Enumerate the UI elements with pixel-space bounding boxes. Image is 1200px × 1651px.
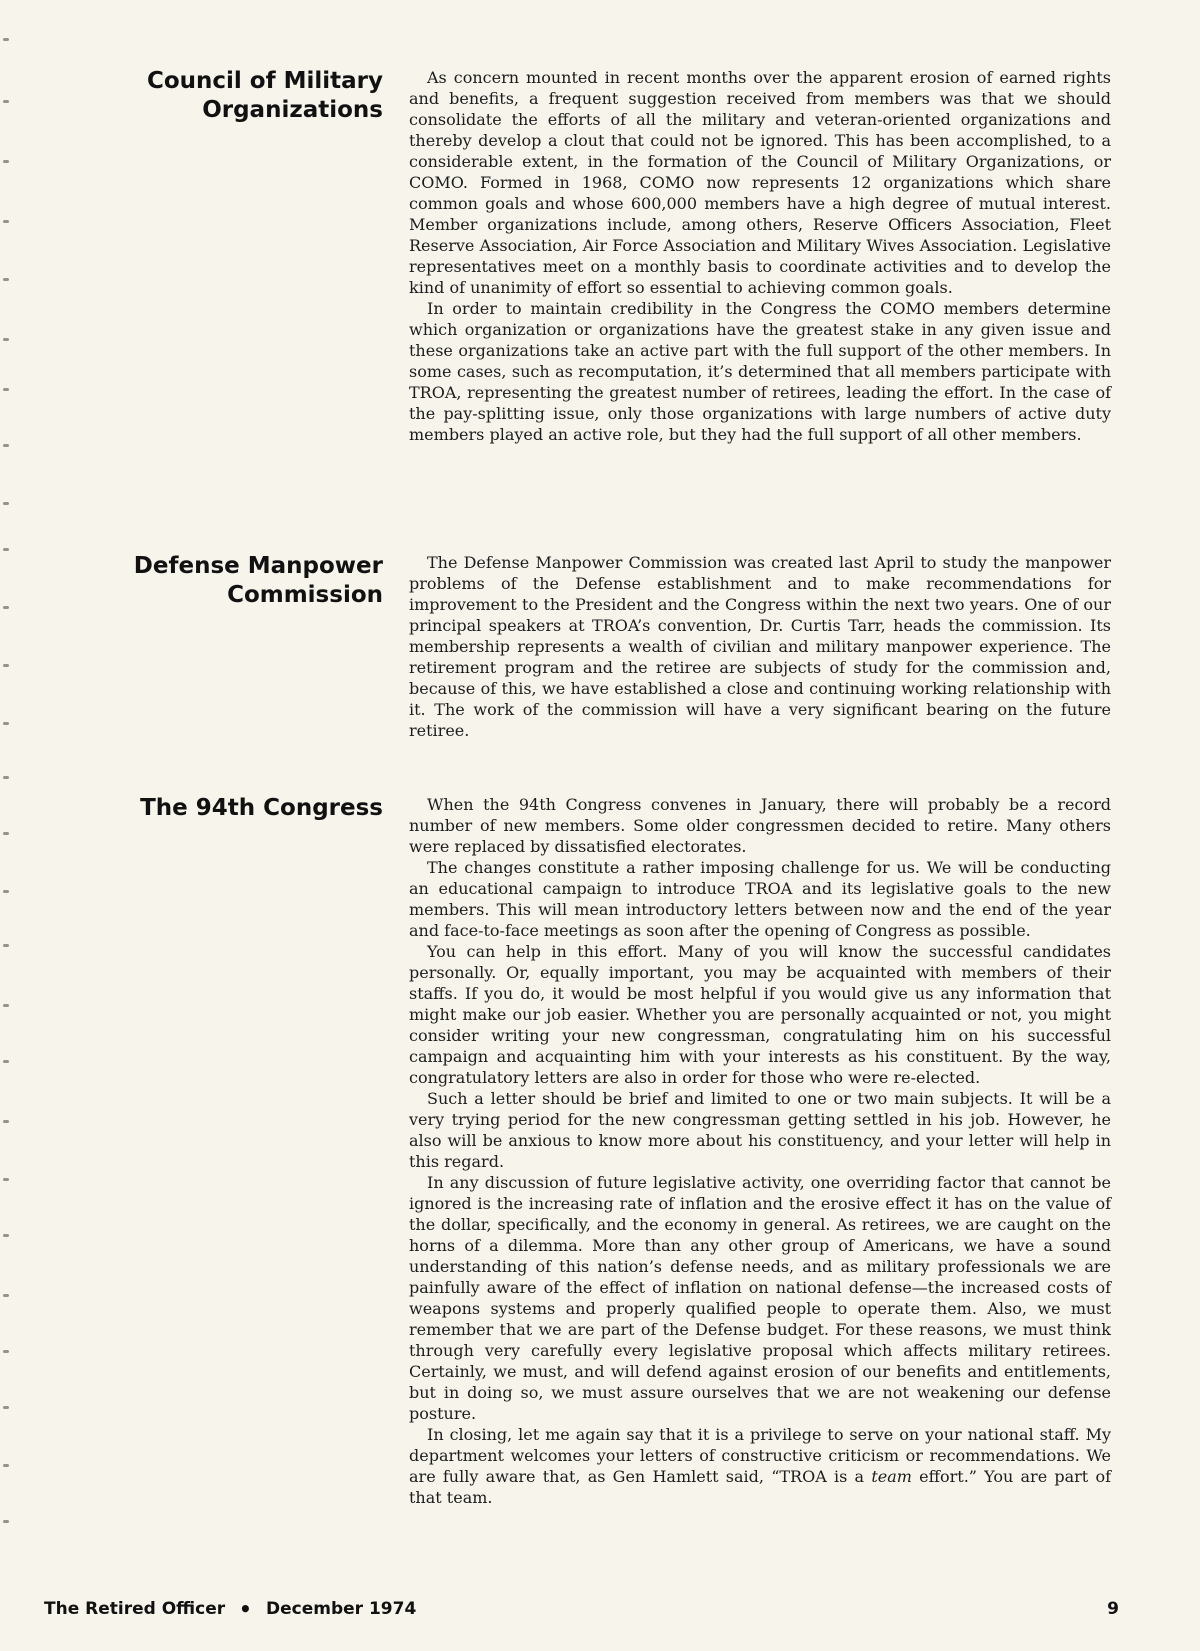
section-heading	[123, 67, 383, 125]
binding-mark	[3, 100, 9, 103]
binding-mark	[3, 606, 9, 609]
publication-name: The Retired Officer	[44, 1599, 226, 1619]
paragraph: In order to maintain credibility in the Congress the COMO members determine which organization or organizations have the greatest stake in any given issue and these organizations take an active part with the full support of the other members. In some cases, such as recomputation, it’s determined that all members participate with TROA, representing the greatest number of retirees, leading the effort. In the case of the pay-splitting issue, only those organizations with large numbers of active duty members played an active role, but they had the full support of all other members.	[409, 299, 1111, 444]
paragraph: As concern mounted in recent months over the apparent erosion of earned rights and benefits, a frequent suggestion received from members was that we should consolidate the efforts of all the military and veteran-oriented organizations and thereby develop a clout that could not be ignored. This has been accomplished, to a considerable extent, in the formation of the Council of Military Organizations, or COMO. Formed in 1968, COMO now represents 12 organizations which share common goals and whose 600,000 members have a high degree of mutual interest. Member organizations include, among others, Reserve Officers Association, Fleet Reserve Association, Air Force Association and Military Wives Association. Legislative representatives meet on a monthly basis to coordinate activities and to develop the kind of unanimity of effort so essential to achieving common goals.	[409, 68, 1111, 297]
issue-date: December 1974	[266, 1599, 417, 1619]
binding-mark	[3, 1178, 9, 1181]
paragraph: In any discussion of future legislative activity, one overriding factor that cannot be ignored is the increasing rate of inflation and the erosive effect it has on the value of the dollar, specifically, and the economy in general. As retirees, we are caught on the horns of a dilemma. More than any other group of Americans, we have a sound understanding of this nation’s defense needs, and as military professionals we are painfully aware of the effect of inflation on national defense—the increased costs of weapons systems and properly qualified people to operate them. Also, we must remember that we are part of the Defense budget. For these reasons, we must think through very carefully every legislative proposal which affects military retirees. Certainly, we must, and will defend against erosion of our benefits and entitlements, but in doing so, we must assure ourselves that we are not weakening our defense posture.	[409, 1173, 1111, 1423]
binding-mark	[3, 664, 9, 667]
closing-text: In closing, let me again say that it is a privilege to serve on your national staff. My department welcomes your letters of constructive criticism or recommendations. We are fully aware that, as Gen Hamlett said, “TROA is a	[409, 1425, 1111, 1486]
heading-line: The 94th Congress	[140, 795, 383, 821]
binding-mark	[3, 722, 9, 725]
binding-mark	[3, 338, 9, 341]
binding-mark	[3, 38, 9, 41]
binding-mark	[3, 1120, 9, 1123]
section-heading	[123, 552, 383, 610]
heading-line: Council of Military	[146, 68, 383, 94]
binding-mark	[3, 388, 9, 391]
binding-mark	[3, 278, 9, 281]
section-body	[409, 794, 1111, 1508]
heading-line: Organizations	[202, 97, 383, 123]
section-body	[409, 67, 1111, 445]
heading-line: Defense Manpower	[133, 553, 383, 579]
binding-mark	[3, 1464, 9, 1467]
paragraph: When the 94th Congress convenes in January, there will probably be a record number of new members. Some older congressmen decided to retire. Many others were replaced by dissatisfied electorates.	[409, 795, 1111, 856]
closing-paragraph	[409, 1424, 1111, 1508]
closing-text: effort.” You are part of that team.	[409, 1467, 1112, 1507]
page-binding-edge	[0, 0, 16, 1651]
binding-mark	[3, 890, 9, 893]
binding-mark	[3, 1406, 9, 1409]
section-heading	[123, 794, 383, 823]
binding-mark	[3, 1060, 9, 1063]
binding-mark	[3, 832, 9, 835]
heading-line: Commission	[227, 582, 383, 608]
binding-mark	[3, 160, 9, 163]
page-number: 9	[1107, 1599, 1119, 1619]
paragraph: You can help in this effort. Many of you will know the successful candidates personally. Or, equally important, you may be acquainted with members of their staffs. If you do, it would be most helpful if you would give us any information that might make our job easier. Whether you are personally acquainted or not, you might consider writing your new congressman, congratulating him on his successful campaign and acquainting him with your interests as his constituent. By the way, congratulatory letters are also in order for those who were re-elected.	[409, 942, 1111, 1087]
binding-mark	[3, 1004, 9, 1007]
closing-emphasis: team	[871, 1467, 912, 1486]
section-body	[409, 552, 1111, 741]
page-footer	[44, 1599, 1119, 1623]
binding-mark	[3, 220, 9, 223]
binding-mark	[3, 444, 9, 447]
binding-mark	[3, 776, 9, 779]
binding-mark	[3, 944, 9, 947]
binding-mark	[3, 1350, 9, 1353]
binding-mark	[3, 502, 9, 505]
binding-mark	[3, 1294, 9, 1297]
binding-mark	[3, 548, 9, 551]
paragraph: Such a letter should be brief and limited to one or two main subjects. It will be a very trying period for the new congressman getting settled in his job. However, he also will be anxious to know more about his constituency, and your letter will help in this regard.	[409, 1089, 1111, 1171]
bullet-separator: •	[239, 1597, 252, 1621]
binding-mark	[3, 1520, 9, 1523]
paragraph: The Defense Manpower Commission was created last April to study the manpower problems of the Defense establishment and to make recommendations for improvement to the President and the Congress within the next two years. One of our principal speakers at TROA’s convention, Dr. Curtis Tarr, heads the commission. Its membership represents a wealth of civilian and military manpower experience. The retirement program and the retiree are subjects of study for the commission and, because of this, we have established a close and continuing working relationship with it. The work of the commission will have a very significant bearing on the future retiree.	[409, 553, 1111, 740]
paragraph: The changes constitute a rather imposing challenge for us. We will be conducting an educational campaign to introduce TROA and its legislative goals to the new members. This will mean introductory letters between now and the end of the year and face-to-face meetings as soon after the opening of Congress as possible.	[409, 858, 1111, 940]
binding-mark	[3, 1234, 9, 1237]
